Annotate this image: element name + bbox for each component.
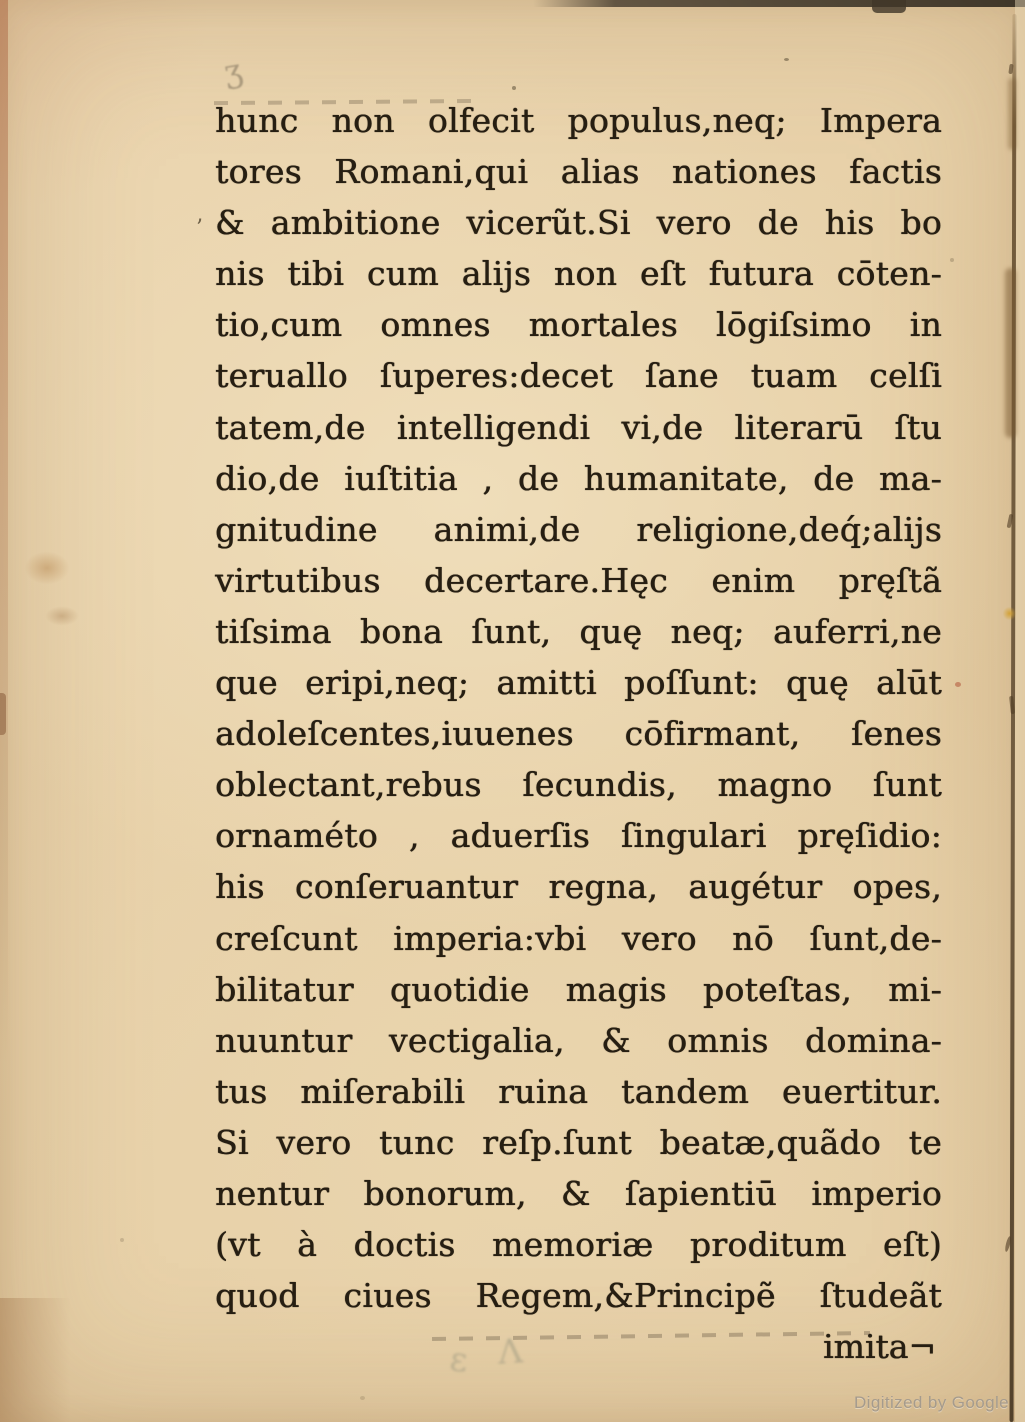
dust-speck: [784, 58, 789, 61]
bottom-left-corner-shade: [0, 1298, 70, 1422]
text-line: virtutibus decertare.Hęc enim pręſtã: [215, 560, 942, 600]
text-line: nentur bonorum, & ſapientiū imperio: [215, 1173, 942, 1213]
show-through-signature: ε: [447, 1339, 470, 1381]
stain-blot: [16, 545, 78, 591]
text-line: bilitatur quotidie magis poteſtas, mi-: [215, 969, 942, 1009]
ink-curl-mark: ʒ: [220, 50, 246, 92]
text-line: ornaméto , aduerſis ſingulari pręſidio:: [215, 816, 942, 856]
text-line: tiſsima bona ſunt, quę neq; auferri,ne: [215, 611, 942, 651]
text-line: quod ciues Regem,&Principẽ ſtudeãt: [215, 1276, 942, 1316]
stain-dot: [1001, 605, 1018, 622]
text-line: hunc non olfecit populus,neq; Impera: [215, 101, 942, 140]
dust-speck: [512, 86, 516, 90]
text-line: his conſeruantur regna, augétur opes,: [215, 867, 942, 907]
text-line: tio,cum omnes mortales lōgiſsimo in: [215, 305, 942, 345]
text-line: Si vero tunc reſp.ſunt beatæ,quãdo te: [215, 1122, 942, 1162]
dust-speck: [950, 258, 954, 262]
text-line: teruallo ſuperes:decet ſane tuam celſi: [215, 356, 942, 396]
stain-blot: [38, 602, 86, 630]
text-line: oblectant,rebus ſecundis, magno ſunt: [215, 765, 942, 805]
catchword: imita¬: [823, 1327, 936, 1367]
printed-text-block: [215, 95, 942, 1372]
text-line: & ambitione vicerũt.Si vero de his bo: [215, 203, 942, 243]
dust-speck: [120, 1238, 124, 1242]
text-line: creſcunt imperia:vbi vero nō ſunt,de-: [215, 918, 942, 958]
text-line: gnitudine animi,de religione,deq́;alijs: [215, 509, 942, 549]
text-line: tatem,de intelligendi vi,de literarū ſtu: [215, 407, 942, 447]
show-through-signature: Λ: [496, 1331, 524, 1373]
text-line: adoleſcentes,iuuenes cōfirmant, ſenes: [215, 714, 942, 754]
text-line: (vt à doctis memoriæ proditum eſt): [215, 1225, 942, 1265]
text-line: dio,de iuſtitia , de humanitate, de ma-: [215, 458, 942, 498]
right-edge-blot: [1008, 78, 1016, 150]
right-edge-blot: [1005, 268, 1016, 438]
marginal-comma-mark: ’: [196, 216, 203, 241]
text-line: tores Romani,qui alias nationes factis: [215, 152, 942, 192]
dust-speck: [360, 1396, 365, 1400]
text-line: tus miſerabili ruina tandem euertitur.: [215, 1071, 942, 1111]
red-speck: [955, 682, 961, 687]
top-edge-notch: [872, 0, 906, 13]
text-line: que eripi,neq; amitti poſſunt: quę alūt: [215, 663, 942, 703]
left-gutter-notch: [0, 693, 6, 735]
right-page-under-strip: [1015, 0, 1025, 1422]
text-line: nis tibi cum alijs non eſt futura cōten-: [215, 254, 942, 294]
google-watermark: Digitized by Google: [853, 1393, 1009, 1412]
text-line: nuuntur vectigalia, & omnis domina-: [215, 1020, 942, 1060]
